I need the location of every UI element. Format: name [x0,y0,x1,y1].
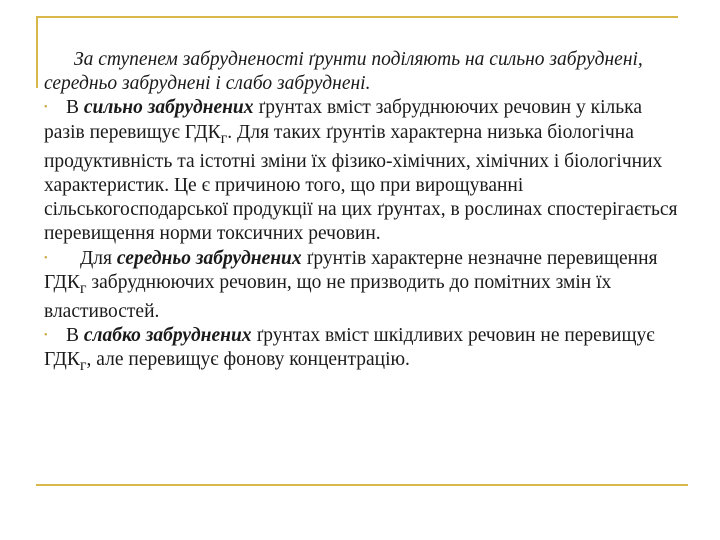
bullet-icon: • [44,252,48,264]
item-tail: , але перевищує фонову концентрацію. [86,349,410,371]
item-tail: . Для таких ґрунтів характерна низька біологічна продуктивність та істотні зміни їх фізико-хімічних, хімічних і біологічних характеристик. Це є причиною того, що при вирощуванні сільськогосподарської продукції на цих ґрунтах, в рослинах спостерігається перевищення норми токсичних речовин. [44,121,678,245]
item-text: ґрунтів характерне незначне перевищення ГДК [44,247,658,293]
item-text: ґрунтах вміст шкідливих речовин не перевищує ГДК [44,325,655,371]
top-rule [36,16,678,18]
item-prefix: В [66,325,84,347]
item-tail: забруднюючих речовин, що не призводить до помітних змін їх властивостей. [44,271,612,322]
list-item-weak [44,324,684,377]
list-item-medium [44,247,684,325]
intro-paragraph: За ступенем забрудненості ґрунти поділяють на сильно забруднені, середньо забруднені і слабо забруднені. [44,49,643,95]
item-subscript: г [79,356,87,375]
bullet-icon: • [44,102,48,114]
item-prefix: В [66,97,84,119]
list-item-strong [44,96,684,246]
item-prefix: Для [80,247,117,269]
bottom-rule [36,484,688,486]
left-rule [36,16,38,88]
bullet-icon: • [44,330,48,342]
item-emphasis: сильно забруднених [83,97,254,119]
item-text: ґрунтах вміст забруднюючих речовин у кілька разів перевищує ГДК [44,97,642,143]
item-subscript: г [220,128,228,147]
item-subscript: г [79,278,87,297]
slide-content [44,48,684,377]
item-emphasis: слабко забруднених [83,325,252,347]
item-emphasis: середньо забруднених [116,247,302,269]
